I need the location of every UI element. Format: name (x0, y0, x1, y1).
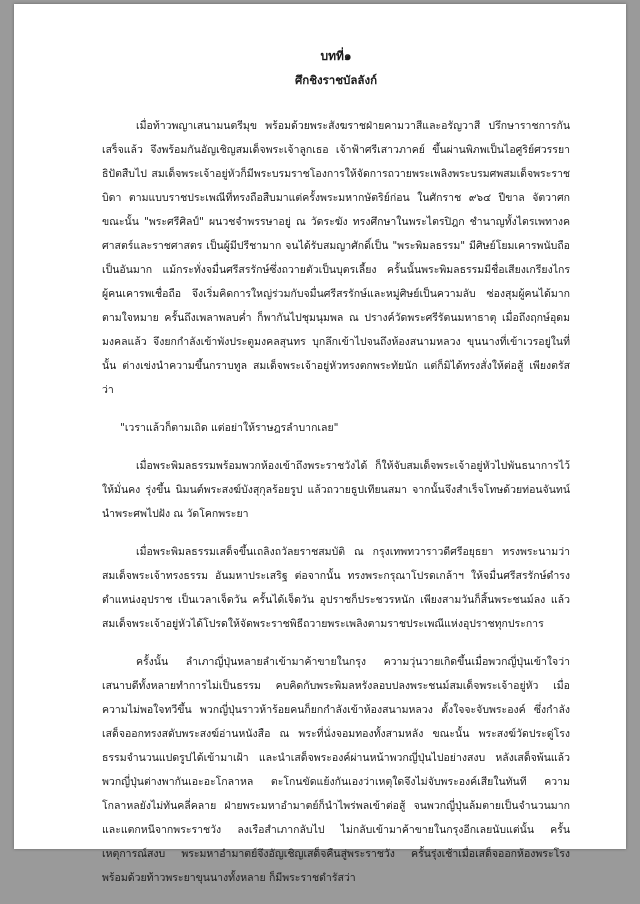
paragraph-4: ครั้งนั้น ลำเภาญี่ปุ่นหลายลำเข้ามาค้าขายในกรุง ความวุ่นวายเกิดขึ้นเมื่อพวกญี่ปุ่นเข้าใจว่าเสนาบดีทั้งหลายทำการไม่เป็นธรรม คบคิดกับพระพิมลหรังลอบปลงพระชนม์สมเด็จพระเจ้าอยู่หัว เมื่อความไม่พอใจทวีขึ้น พวกญี่ปุ่นราวห้าร้อยคนก็ยกกำลังเข้าห้องสนามหลวง ตั้งใจจะจับพระองค์ ซึ่งกำลังเสด็จออกทรงสดับพระสงฆ์อ่านหนังสือ ณ พระที่นั่งจอมทองทั้งสามหลัง ขณะนั้น พระสงฆ์วัดประดู่โรงธรรมจำนวนแปดรูปได้เข้ามาเฝ้า และนำเสด็จพระองค์ผ่านหน้าพวกญี่ปุ่นไปอย่างสงบ หลังเสด็จพ้นแล้ว พวกญี่ปุ่นต่างพากันเอะอะโกลาหล ตะโกนขัดแย้งกันเองว่าเหตุใดจึงไม่จับพระองค์เสียในทันที ความโกลาหลยังไม่ทันคลี่คลาย ฝ่ายพระมหาอำมาตย์ก็นำไพร่พลเข้าต่อสู้ จนพวกญี่ปุ่นล้มตายเป็นจำนวนมาก และแตกหนีจากพระราชวัง ลงเรือสำเภากลับไป ไม่กลับเข้ามาค้าขายในกรุงอีกเลยนับแต่นั้น ครั้นเหตุการณ์สงบ พระมหาอำมาตย์จึงอัญเชิญเสด็จคืนสู่พระราชวัง ครั้นรุ่งเช้าเมื่อเสด็จออกห้องพระโรง พร้อมด้วยท้าวพระยาขุนนางทั้งหลาย ก็มีพระราชดำรัสว่า (102, 656, 570, 884)
paragraph-2: เมื่อพระพิมลธรรมพร้อมพวกห้องเข้าถึงพระราชวังได้ ก็ให้จับสมเด็จพระเจ้าอยู่หัวไปพันธนาการไว้ให้มั่นคง รุ่งขึ้น นิมนต์พระสงฆ์บังสุกุลร้อยรูป แล้วถวายธูปเทียนสมา จากนั้นจึงสำเร็จโทษด้วยท่อนจันทน์ นำพระศพไปฝัง ณ วัดโคกพระยา (102, 460, 570, 520)
paragraph-3: เมื่อพระพิมลธรรมเสด็จขึ้นเถลิงถวัลยราชสมบัติ ณ กรุงเทพทวาราวดีศรีอยุธยา ทรงพระนามว่า สมเด็จพระเจ้าทรงธรรม อันมหาประเสริฐ ต่อจากนั้น ทรงพระกรุณาโปรดเกล้าฯ ให้จมื่นศรีสรรักษ์ดำรงตำแหน่งอุปราช เป็นเวลาเจ็ดวัน ครั้นได้เจ็ดวัน อุปราชก็ประชวรหนัก เพียงสามวันก็สิ้นพระชนม์ลง แล้วสมเด็จพระเจ้าอยู่หัวได้โปรดให้จัดพระราชพิธีถวายพระเพลิงตามราชประเพณีแห่งอุปราชทุกประการ (102, 546, 570, 630)
chapter-heading: บทที่๑ (320, 49, 352, 63)
royal-quote: "เวราแล้วก็ตามเถิด แต่อย่าให้ราษฎรลำบากเลย" (120, 422, 339, 434)
chapter-title: ศึกชิงราชบัลลังก์ (294, 73, 378, 87)
document-page (14, 4, 626, 884)
document-body (102, 44, 570, 904)
paragraph-1: เมื่อท้าวพญาเสนามนตรีมุข พร้อมด้วยพระสังฆราชฝ่ายคามวาสีและอรัญวาสี ปรึกษาราชการกันเสร็จแล้ว จึงพร้อมกันอัญเชิญสมเด็จพระเจ้าลูกเธอ เจ้าฟ้าศรีเสาวภาคย์ ขึ้นผ่านพิภพเป็นไอศูริย์ศวรรยาธิปัตสืบไป สมเด็จพระเจ้าอยู่หัวก็มีพระบรมราชโองการให้จัดการถวายพระเพลิงพระบรมศพสมเด็จพระราชบิดา ตามแบบราชประเพณีที่ทรงถือสืบมาแต่ครั้งพระมหากษัตริย์ก่อน ในศักราช ๙๖๔ ปีขาล จัตวาศก ขณะนั้น "พระศรีศิลป์" ผนวชจำพรรษาอยู่ ณ วัดระฆัง ทรงศึกษาในพระไตรปิฎก ชำนาญทั้งไตรเพทางคศาสตร์และราชศาสตร เป็นผู้มีปรีชามาก จนได้รับสมญาศักดิ์เป็น "พระพิมลธรรม" มีศิษย์โยมเคารพนับถือเป็นอันมาก แม้กระทั่งจมื่นศรีสรรักษ์ซึ่งถวายตัวเป็นบุตรเลี้ยง ครั้นนั้นพระพิมลธรรมมีชื่อเสียงเกรียงไกร ผู้คนเคารพเชื่อถือ จึงเริ่มคิดการใหญ่ร่วมกับจมื่นศรีสรรักษ์และหมู่ศิษย์เป็นความลับ ซ่องสุมผู้คนได้มากตามใจหมาย ครั้นถึงเพลาพลบค่ำ ก็พากันไปชุมนุมพล ณ ปรางค์วัดพระศรีรัตนมหาธาตุ เมื่อถึงฤกษ์อุดมมงคลแล้ว จึงยกกำลังเข้าพังประตูมงคลสุนทร บุกลึกเข้าไปจนถึงห้องสนามหลวง ขุนนางที่เข้าเวรอยู่ในที่นั้น ต่างเข่งนำความขึ้นกราบทูล สมเด็จพระเจ้าอยู่หัวทรงตกพระทัยนัก แต่ก็มิได้ทรงสั่งให้ต่อสู้ เพียงตรัสว่า (102, 120, 570, 396)
